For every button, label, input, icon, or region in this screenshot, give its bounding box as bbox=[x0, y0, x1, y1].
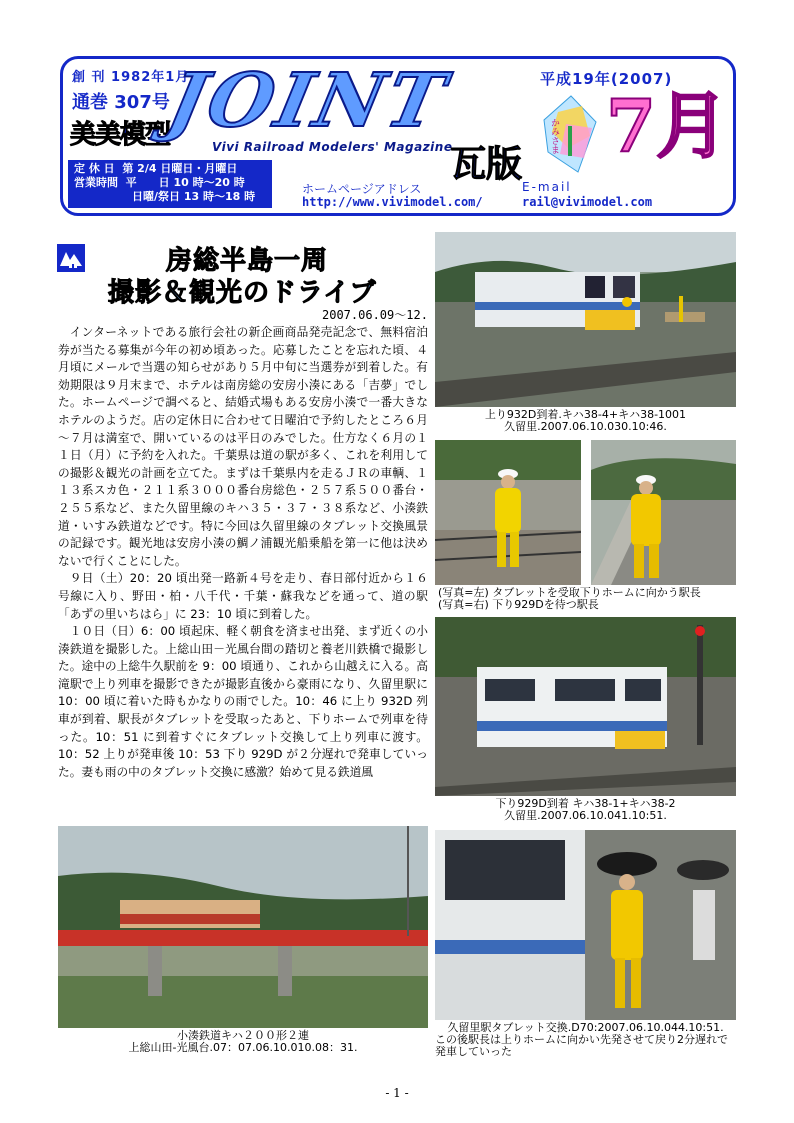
article-title-line2: 撮影＆観光のドライブ bbox=[108, 278, 377, 308]
homepage-label: ホームページアドレス bbox=[302, 182, 422, 196]
holiday-label: 日曜/祭日 bbox=[132, 190, 181, 203]
flower-text: かみさま bbox=[549, 118, 559, 154]
magazine-tagline: Vivi Railroad Modelers' Magazine bbox=[212, 140, 453, 154]
photo23-caption bbox=[438, 587, 701, 611]
photo1-caption-line1: 上り932D到着.キハ38-4+キハ38-1001 bbox=[484, 408, 687, 421]
photo6-caption-line2: この後駅長は上りホームに向かい先発させて戻り2分遅れで bbox=[435, 1033, 728, 1046]
photo-train-929d bbox=[435, 617, 736, 796]
photo5-caption bbox=[58, 1030, 428, 1054]
business-hours bbox=[68, 160, 272, 208]
open-label: 営業時間 bbox=[74, 176, 118, 189]
photo5-caption-line1: 小湊鉄道キハ２００形２連 bbox=[177, 1029, 309, 1042]
issue-month: 7月 bbox=[606, 83, 729, 168]
photo-kominato-bridge bbox=[58, 826, 428, 1028]
issue-number: 通巻 307号 bbox=[72, 92, 170, 113]
article-title-line1: 房総半島一周 bbox=[166, 246, 329, 276]
photo4-caption bbox=[435, 798, 736, 822]
email-label: E-mail bbox=[522, 180, 572, 194]
article-paragraph: インターネットである旅行会社の新企画商品発売記念で、無料宿泊券が当たる募集が今年の初め頃あった。応募したことを忘れた頃、４月頃にメールで当選の知らせがあり５月中旬に当選券が到着した。有効期限は９月末まで、ホテルは南房総の安房小湊にある「吉夢」でした。ホームページで調べると、結婚式場もある安房小湊で一番大きなホテルのようだ。店の定休日に合わせて日曜泊で予約したところ６月～７月は満室で、開いているのは平日のみでした。仕方なく６月の１１日（月）に予約を入れた。千葉県は道の駅が多く、これを利用しての撮影＆観光の計画を立てた。まずは千葉県内を走るＪＲの車輌、１１３系スカ色・２１１系３０００番台房総色・２５７系５００番台・２５５系など、また久留里線のキハ３５・３７・３８系など、小湊鉄道・いすみ鉄道などです。特に今回は久留里線のタブレット交換風景の記録です。観光地は安房小湊の鯛ノ浦観光船乗船を第一に他は決めないで行くことにした。 bbox=[58, 325, 428, 568]
holiday-hours: 13 時～18 時 bbox=[183, 190, 256, 203]
photo-tablet-exchange bbox=[435, 830, 736, 1020]
era-year: 平成19年(2007) bbox=[540, 70, 673, 88]
founded-label: 創 刊 1982年1月 bbox=[72, 70, 190, 85]
photo4-caption-line2: 久留里.2007.06.10.041.10:51. bbox=[504, 809, 667, 822]
closed-label: 定 休 日 bbox=[74, 162, 115, 175]
page-number: - 1 - bbox=[385, 1086, 409, 1100]
weekday-hours: 10 時～20 時 bbox=[173, 176, 245, 189]
email-link[interactable]: rail@vivimodel.com bbox=[522, 195, 653, 209]
photo-stationmaster-left bbox=[435, 440, 581, 585]
photo6-caption-line1: 久留里駅タブレット交換.D70:2007.06.10.044.10:51. bbox=[447, 1021, 724, 1034]
photo-train-932d bbox=[435, 232, 736, 407]
magazine-logo: JOINT bbox=[160, 58, 456, 144]
article-paragraph: ９日（土）20：20 頃出発一路新４号を走り、春日部付近から１６号線に入り、野田・柏・八千代・千葉・蘇我などを通って、道の駅「あずの里いちはら」に 23：10 頃に到着した。 bbox=[58, 571, 428, 621]
mountain-home-icon bbox=[57, 244, 85, 272]
photo-stationmaster-right bbox=[591, 440, 736, 585]
photo1-caption-line2: 久留里.2007.06.10.030.10:46. bbox=[504, 420, 667, 433]
closed-value: 第 2/4 日曜日・月曜日 bbox=[122, 162, 238, 175]
weekday-label: 平 日 bbox=[125, 176, 170, 189]
edition-label: 瓦版 bbox=[450, 143, 523, 185]
photo1-caption bbox=[435, 409, 736, 433]
article-paragraph: １０日（日）6：00 頃起床、軽く朝食を済ませ出発、まず近くの小湊鉄道を撮影した。上総山田－光風台間の踏切と養老川鉄橋で撮影した。途中の上総牛久駅前を 9：00 頃通り、これから山越えに入る。高滝駅で上り列車を撮影できたが撮影直後から豪雨になり、久留里駅に 10：00 頃に着いた時もかなりの雨でした。10：46 に上り 932D 列車が到着、駅長がタブレットを受取ったあと、下りホームで列車を待った。10：51 に到着すぐにタブレット交換して上り列車に渡す。10：52 上りが発車後 10：53 下り 929D が２分遅れで発車していった。妻も雨の中のタブレット交換に感激？始めて見る鉄道風 bbox=[58, 624, 428, 779]
homepage-link[interactable]: http://www.vivimodel.com/ bbox=[302, 195, 483, 209]
photo5-caption-line2: 上総山田-光風台.07：07.06.10.010.08：31. bbox=[128, 1041, 358, 1054]
photo23-caption-line1: (写真=左) タブレットを受取下りホームに向かう駅長 bbox=[438, 586, 701, 599]
article-body bbox=[58, 324, 428, 781]
photo4-caption-line1: 下り929D到着 キハ38-1+キハ38-2 bbox=[495, 797, 676, 810]
shop-name: 美美模型 bbox=[70, 120, 171, 150]
article-date: 2007.06.09～12. bbox=[322, 308, 428, 322]
photo23-caption-line2: (写真=右) 下り929Dを待つ駅長 bbox=[438, 598, 599, 611]
photo6-caption-line3: 発車していった bbox=[435, 1045, 512, 1058]
